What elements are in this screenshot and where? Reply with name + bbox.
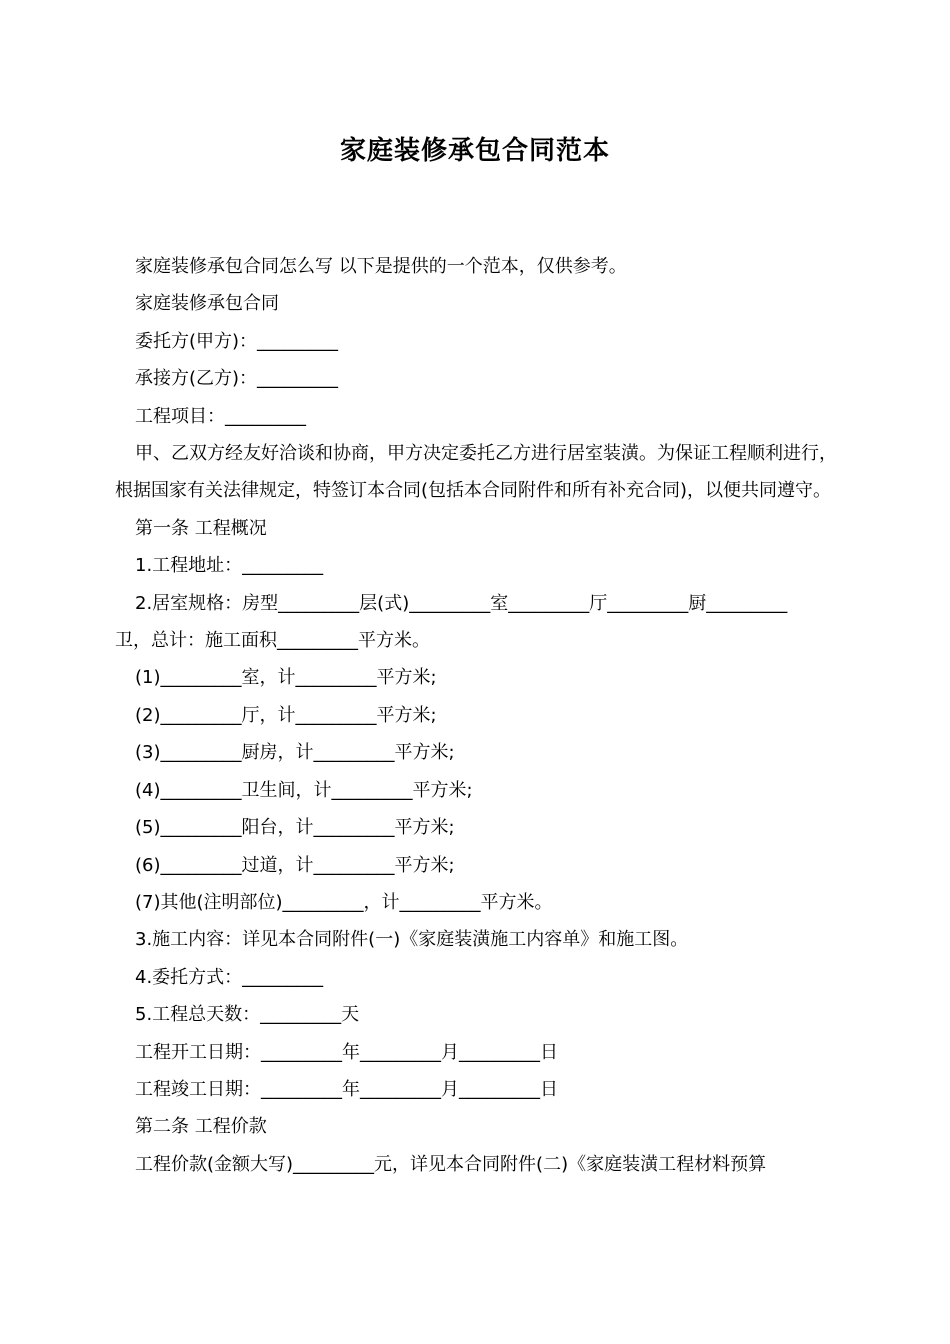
room-item-3: (3)_________厨房，计_________平方米; xyxy=(135,742,455,764)
days-line: 5.工程总天数：_________天 xyxy=(135,1004,360,1026)
method-line: 4.委托方式：_________ xyxy=(135,966,324,988)
room-item-5: (5)_________阳台，计_________平方米; xyxy=(135,817,455,839)
content-line: 3.施工内容：详见本合同附件(一)《家庭装潢施工内容单》和施工图。 xyxy=(135,929,689,951)
party-a-line: 委托方(甲方)：_________ xyxy=(135,330,339,352)
room-item-6: (6)_________过道，计_________平方米; xyxy=(135,854,455,876)
spec-line-1: 2.居室规格：房型_________层(式)_________室_________厅_________厨_________ xyxy=(135,592,788,614)
document-title: 家庭装修承包合同范本 xyxy=(339,136,610,166)
room-item-2: (2)_________厅，计_________平方米; xyxy=(135,704,437,726)
preamble-paragraph: 甲、乙双方经友好洽谈和协商，甲方决定委托乙方进行居室装潢。为保证工程顺利进行，根据国家有关法律规定，特签订本合同(包括本合同附件和所有补充合同)，以便共同遵守。 xyxy=(115,443,837,502)
party-b-line: 承接方(乙方)：_________ xyxy=(135,368,339,390)
document-body xyxy=(115,248,837,1183)
room-item-1: (1)_________室，计_________平方米; xyxy=(135,667,437,689)
room-item-4: (4)_________卫生间，计_________平方米; xyxy=(135,779,473,801)
article-1-heading: 第一条 工程概况 xyxy=(135,517,267,539)
project-line: 工程项目：_________ xyxy=(135,405,306,427)
intro-paragraph: 家庭装修承包合同怎么写 以下是提供的一个范本，仅供参考。 xyxy=(135,256,627,277)
article-2-heading: 第二条 工程价款 xyxy=(135,1116,267,1138)
contract-heading: 家庭装修承包合同 xyxy=(135,293,279,315)
start-date-line: 工程开工日期：_________年_________月_________日 xyxy=(135,1041,558,1063)
spec-line-2: 卫，总计：施工面积_________平方米。 xyxy=(115,630,430,652)
address-line: 1.工程地址：_________ xyxy=(135,555,324,577)
price-line: 工程价款(金额大写)_________元，详见本合同附件(二)《家庭装潢工程材料预算 xyxy=(135,1153,767,1175)
room-item-7: (7)其他(注明部位)_________，计_________平方米。 xyxy=(135,891,553,913)
end-date-line: 工程竣工日期：_________年_________月_________日 xyxy=(135,1078,558,1100)
